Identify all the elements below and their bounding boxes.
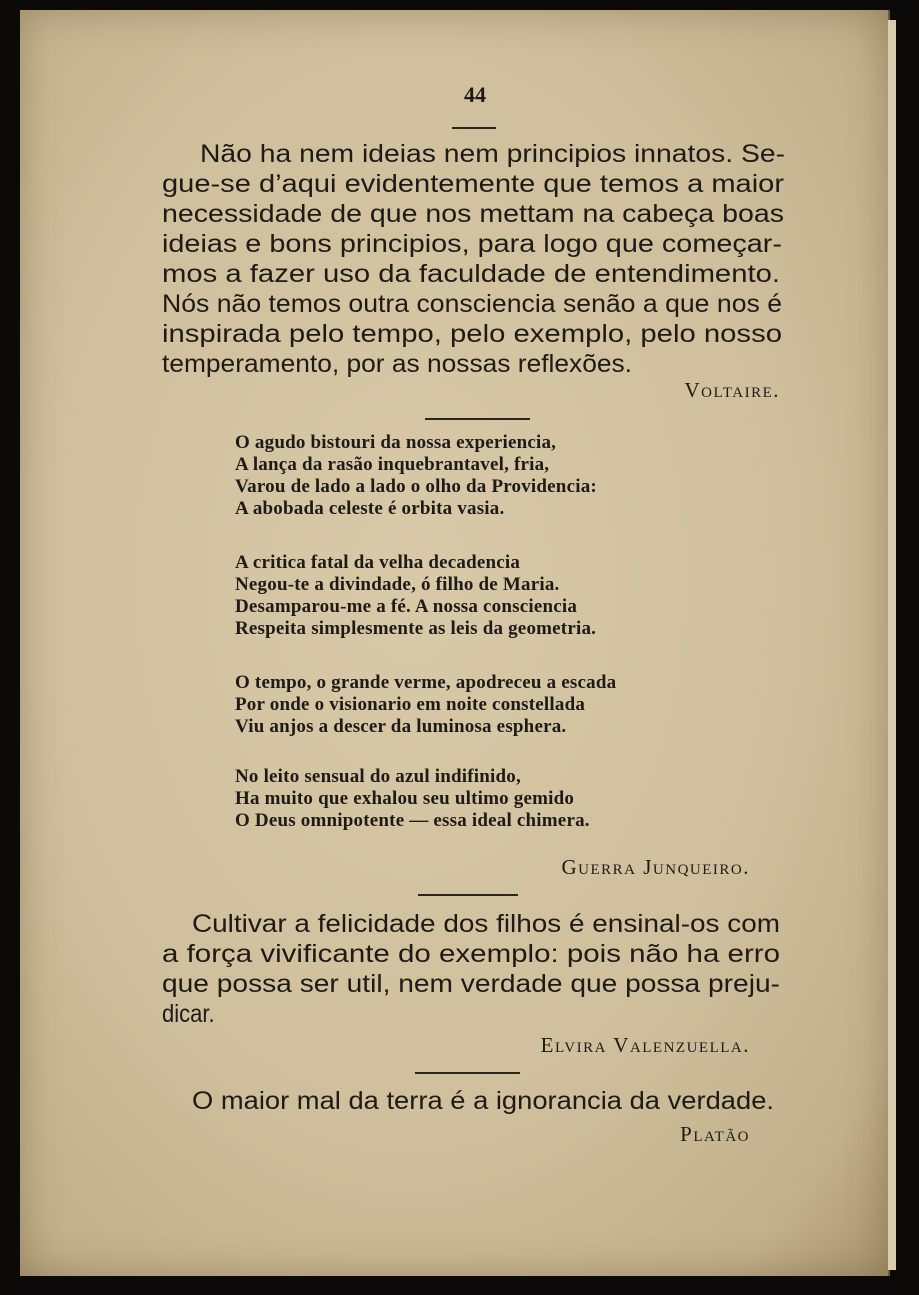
verse-line: Viu anjos a descer da luminosa esphera. [235,716,567,737]
divider [425,418,530,420]
verse-line: A lança da rasão inquebrantavel, fria, [235,454,550,475]
verse-line: A critica fatal da velha decadencia [235,552,521,573]
quote-line: a força vivificante do exemplo: pois não ha erro [162,940,780,968]
quote-line: que possa ser util, nem verdade que possa preju- [162,970,780,998]
verse-line: A abobada celeste é orbita vasia. [235,498,505,519]
header-rule [452,127,496,129]
verse-line: O tempo, o grande verme, apodreceu a escada [235,672,617,693]
author-platao: Platão [680,1122,750,1146]
verse-line: O Deus omnipotente — essa ideal chimera. [235,810,590,831]
verse-line: No leito sensual do azul indifinido, [235,766,521,787]
verse-line: O agudo bistouri da nossa experiencia, [235,432,557,453]
author-voltaire: Voltaire. [684,378,780,402]
verse-line: Varou de lado a lado o olho da Providencia: [235,476,597,497]
author-valenzuella: Elvira Valenzuella. [540,1033,750,1057]
quote-line: gue-se d’aqui evidentemente que temos a maior [162,170,784,198]
author-junqueiro: Guerra Junqueiro. [561,855,750,879]
verse-line: Respeita simplesmente as leis da geometria. [235,618,597,639]
divider [418,894,518,896]
quote-line: Não ha nem ideias nem principios innatos. Se- [200,140,785,168]
quote-line: temperamento, por as nossas reflexões. [162,350,632,378]
verse-line: Por onde o visionario em noite constellada [235,694,586,715]
divider [415,1072,520,1074]
quote-line: ideias e bons principios, para logo que começar- [162,230,782,258]
page-number: 44 [464,82,486,107]
verse-line: Desamparou-me a fé. A nossa consciencia [235,596,578,617]
verse-line: Negou-te a divindade, ó filho de Maria. [235,574,560,595]
quote-line: inspirada pelo tempo, pelo exemplo, pelo nosso [162,320,782,348]
quote-line: necessidade de que nos mettam na cabeça boas [162,200,784,228]
page-edge [888,20,896,1270]
quote-line: mos a fazer uso da faculdade de entendimento. [162,260,780,288]
quote-line: dicar. [162,1000,215,1028]
verse-line: Ha muito que exhalou seu ultimo gemido [235,788,575,809]
platao-quote: O maior mal da terra é a ignorancia da verdade. [192,1087,774,1115]
quote-line: Cultivar a felicidade dos filhos é ensinal-os com [192,910,780,938]
quote-line: Nós não temos outra consciencia senão a que nos é [162,290,782,318]
